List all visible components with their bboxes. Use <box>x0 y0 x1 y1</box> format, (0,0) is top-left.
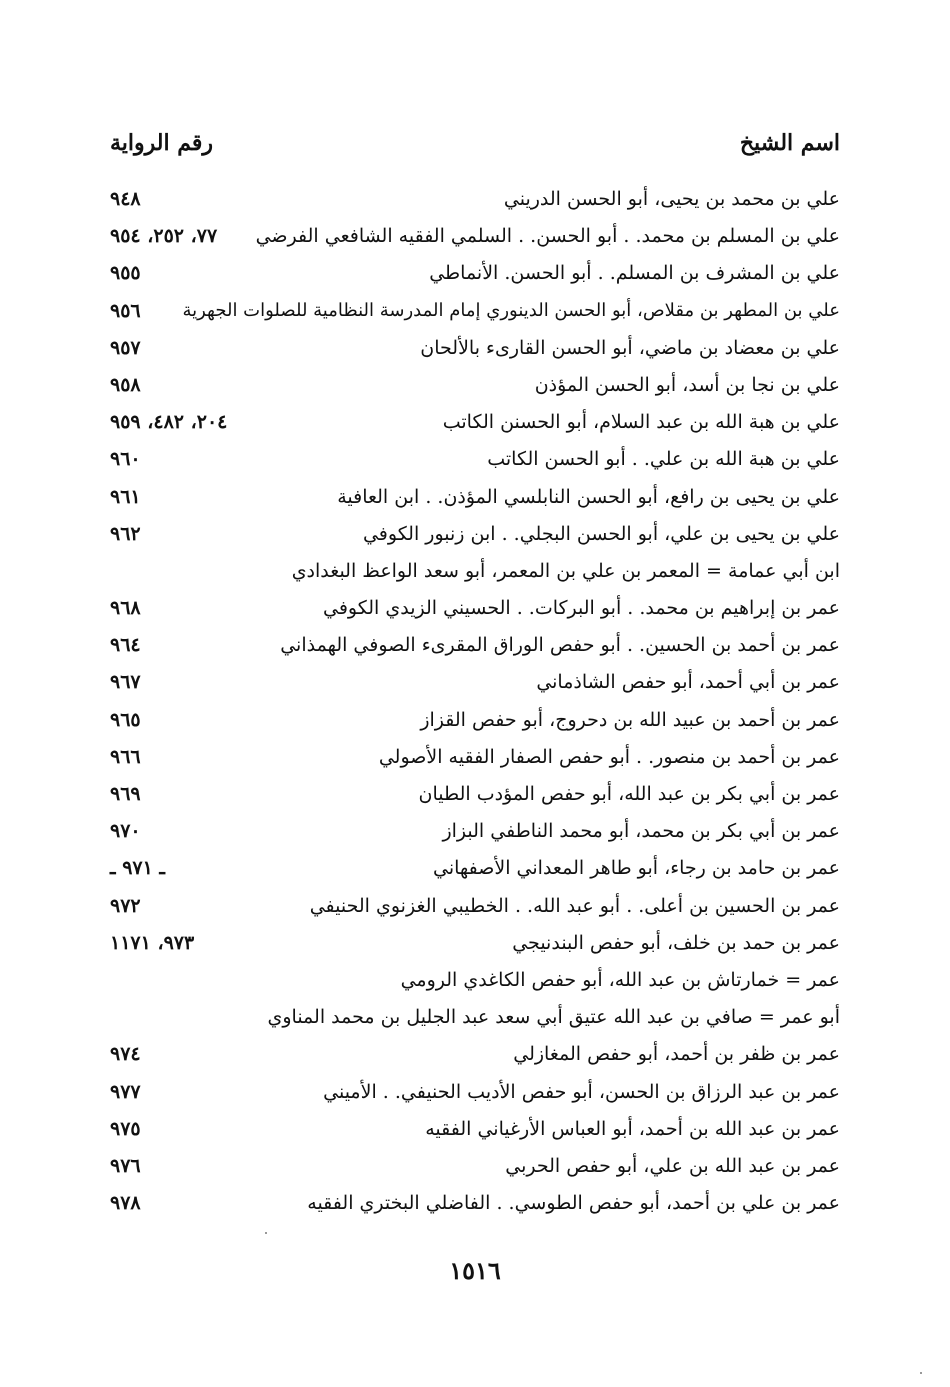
sheikh-name: ابن أبي عمامة = المعمر بن علي بن المعمر، أبو سعد الواعظ البغدادي <box>291 559 840 582</box>
entry-row <box>110 928 840 965</box>
entry-row <box>110 519 840 556</box>
entry-row <box>110 593 840 630</box>
narration-number: ـ ٩٧١ ـ <box>110 857 165 880</box>
sheikh-name: عمر بن أبي بكر بن عبد الله، أبو حفص المؤدب الطيان <box>418 783 840 805</box>
entry-row <box>110 184 840 221</box>
sheikh-name: علي بن يحيى بن علي، أبو الحسن البجلي. . ابن زنبور الكوفي <box>362 522 840 545</box>
entry-row <box>110 370 840 407</box>
narration-number: ٩٧٣، ١١٧١ <box>110 931 195 954</box>
narration-number-heading: رقم الرواية <box>110 130 214 156</box>
entry-row <box>110 705 840 742</box>
sheikh-name: علي بن هبة الله بن عبد السلام، أبو الحسنن الكاتب <box>442 411 840 434</box>
narration-number: ٩٦٨ <box>110 597 141 620</box>
sheikh-name: عمر = خمارتاش بن عبد الله، أبو حفص الكاغدي الرومي <box>400 968 840 991</box>
column-header <box>110 130 840 166</box>
sheikh-name: عمر بن أبي أحمد، أبو حفص الشاذماني <box>536 671 840 694</box>
narration-number: ٩٥٨ <box>110 373 141 396</box>
entry-row <box>110 853 840 890</box>
entry-row <box>110 965 840 1002</box>
narration-number: ٩٧٨ <box>110 1192 141 1215</box>
entry-row <box>110 667 840 704</box>
sheikh-name-heading: اسم الشيخ <box>739 130 840 156</box>
entry-row <box>110 1002 840 1039</box>
sheikh-name: علي بن معضاد بن ماضي، أبو الحسن القارىء بالألحان <box>420 336 840 359</box>
sheikh-name: علي بن يحيى بن رافع، أبو الحسن النابلسي المؤذن. . ابن العافية <box>337 485 840 508</box>
sheikh-name: عمر بن ظفر بن أحمد، أبو حفص المغازلي <box>513 1043 840 1066</box>
scan-speck <box>920 1372 922 1374</box>
sheikh-name: عمر بن أحمد بن منصور. . أبو حفص الصفار الفقيه الأصولي <box>378 745 840 768</box>
narration-number: ٩٦٤ <box>110 634 141 657</box>
narration-number: ٩٦٦ <box>110 745 141 768</box>
sheikh-name: أبو عمر = صافي بن عبد الله عتيق أبي سعد عبد الجليل بن محمد المناوي <box>267 1006 840 1029</box>
entry-row <box>110 1039 840 1076</box>
narration-number: ٩٤٨ <box>110 188 141 210</box>
sheikh-name: علي بن نجا بن أسد، أبو الحسن المؤذن <box>534 373 840 396</box>
sheikh-name: عمر بن حمد بن خلف، أبو حفص البندنيجي <box>512 931 840 954</box>
entry-row <box>110 333 840 370</box>
narration-number: ٢٠٤، ٤٨٢، ٩٥٩ <box>110 411 228 434</box>
narration-number: ٩٥٧ <box>110 336 141 359</box>
narration-number: ٩٧٠ <box>110 820 141 843</box>
sheikh-name: علي بن هبة الله بن علي. . أبو الحسن الكاتب <box>487 448 840 471</box>
entry-row <box>110 556 840 593</box>
entry-list <box>110 184 840 1225</box>
entry-row <box>110 258 840 295</box>
entry-row <box>110 742 840 779</box>
narration-number: ٩٦٥ <box>110 708 141 731</box>
sheikh-name: علي بن المطهر بن مقلاص، أبو الحسن الدينوري إمام المدرسة النظامية للصلوات الجهرية <box>182 299 840 321</box>
narration-number: ٩٧٧ <box>110 1080 141 1103</box>
entry-row <box>110 816 840 853</box>
entry-row <box>110 221 840 258</box>
sheikh-name: عمر بن أبي بكر بن محمد، أبو محمد الناطفي البزاز <box>442 820 840 843</box>
sheikh-name: عمر بن الحسين بن أعلى. . أبو عبد الله. . الخطيبي الغزنوي الحنيفي <box>309 894 840 917</box>
entry-row <box>110 407 840 444</box>
entry-row <box>110 630 840 667</box>
narration-number: ٩٦٢ <box>110 522 141 545</box>
sheikh-name: عمر بن إبراهيم بن محمد. . أبو البركات. . الحسيني الزيدي الكوفي <box>323 597 840 620</box>
narration-number: ٩٧٥ <box>110 1117 141 1140</box>
narration-number: ٧٧، ٢٥٢، ٩٥٤ <box>110 225 218 248</box>
entry-row <box>110 1188 840 1225</box>
narration-number: ٩٦٩ <box>110 783 141 805</box>
entry-row <box>110 779 840 816</box>
narration-number: ٩٧٢ <box>110 894 141 917</box>
sheikh-name: عمر بن أحمد بن الحسين. . أبو حفص الوراق المقرىء الصوفي الهمذاني <box>280 634 840 657</box>
sheikh-name: علي بن محمد بن يحيى، أبو الحسن الدريني <box>503 188 840 210</box>
entry-row <box>110 891 840 928</box>
sheikh-name: عمر بن عبد الله بن علي، أبو حفص الحربي <box>505 1154 840 1177</box>
sheikh-name: عمر بن أحمد بن عبيد الله بن دحروج، أبو حفص القزاز <box>420 708 840 731</box>
narration-number: ٩٦١ <box>110 485 141 508</box>
narration-number: ٩٥٦ <box>110 299 141 322</box>
page-number: ١٥١٦ <box>449 1256 501 1285</box>
narration-number: ٩٦٧ <box>110 671 141 694</box>
entry-row <box>110 296 840 333</box>
narration-number: ٩٧٦ <box>110 1154 141 1177</box>
narration-number: ٩٦٠ <box>110 448 141 471</box>
sheikh-name: علي بن المشرف بن المسلم. . أبو الحسن. الأنماطي <box>429 262 840 285</box>
entry-row <box>110 1114 840 1151</box>
entry-row <box>110 1151 840 1188</box>
scan-speck <box>265 1232 267 1234</box>
entry-row <box>110 482 840 519</box>
sheikh-name: عمر بن عبد الله بن أحمد، أبو العباس الأرغياني الفقيه <box>425 1117 840 1140</box>
sheikh-name: علي بن المسلم بن محمد. . أبو الحسن. . السلمي الفقيه الشافعي الفرضي <box>255 225 840 248</box>
narration-number: ٩٧٤ <box>110 1043 141 1066</box>
sheikh-name: عمر بن عبد الرزاق بن الحسن، أبو حفص الأديب الحنيفي. . الأميني <box>323 1080 840 1103</box>
sheikh-name: عمر بن حامد بن رجاء، أبو طاهر المعداني الأصفهاني <box>432 857 840 880</box>
entry-row <box>110 444 840 481</box>
sheikh-name: عمر بن علي بن أحمد، أبو حفص الطوسي. . الفاضلي البختري الفقيه <box>307 1192 840 1215</box>
narration-number: ٩٥٥ <box>110 262 141 285</box>
entry-row <box>110 1077 840 1114</box>
